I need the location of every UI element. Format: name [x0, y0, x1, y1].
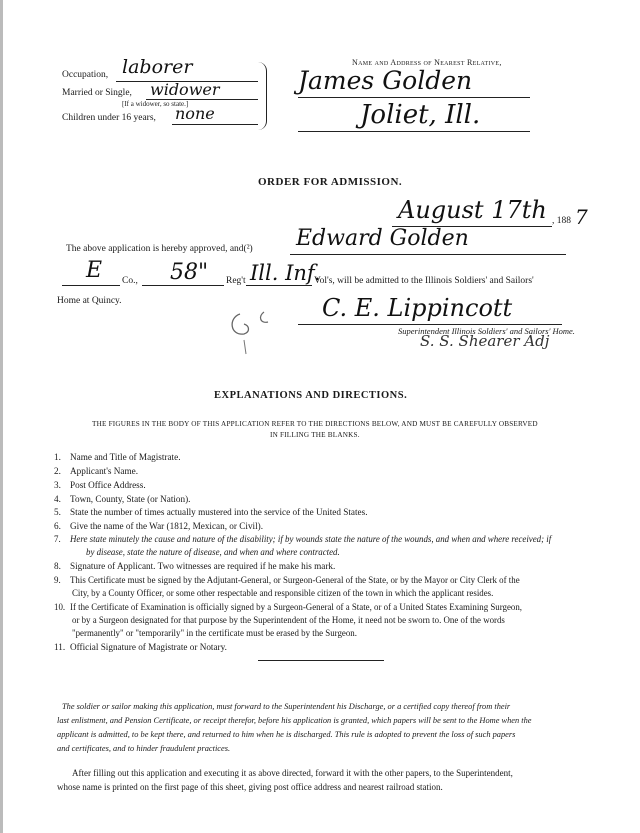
approved-text: The above application is hereby approved, and(²) — [66, 244, 253, 254]
list-item-continued: or by a Surgeon designated for that purpose by the Superintendent of the Home, it need not be sworn to. One of the words — [72, 615, 505, 625]
vols-text: Vol's, will be admitted to the Illinois Soldiers' and Sailors' — [314, 276, 534, 286]
order-heading: ORDER FOR ADMISSION. — [258, 176, 403, 188]
intro-line-1: THE FIGURES IN THE BODY OF THIS APPLICATION REFER TO THE DIRECTIONS BELOW, AND MUST BE CAREFULLY OBSERVED — [92, 420, 538, 428]
list-item: 3. Post Office Address. — [54, 480, 146, 490]
after-line-1: After filling out this application and executing it as above directed, forward it with the other papers, to the Superintendent, — [72, 768, 513, 778]
widower-note: [If a widower, so state.] — [122, 100, 189, 108]
list-item: 5. State the number of times actually mustered into the service of the United States. — [54, 507, 368, 517]
list-item-continued: City, by a County Officer, or some other respectable and responsible citizen of the town in which the applicant resides. — [72, 588, 494, 598]
superintendent-signature: C. E. Lippincott — [322, 294, 513, 322]
notice-line-4: and certificates, and to hinder fraudulent practices. — [57, 744, 231, 753]
list-item: 6. Give the name of the War (1812, Mexican, or Civil). — [54, 521, 263, 531]
list-item-continued: by disease, state the nature of disease, and when and where contracted. — [86, 547, 340, 557]
list-item: 10. If the Certificate of Examination is officially signed by a Surgeon-General of a State, or of a United States Examining Surgeon, — [54, 602, 523, 612]
married-value: widower — [150, 80, 220, 99]
applicant-line — [290, 254, 566, 255]
company-value: E — [86, 258, 103, 283]
list-item: 11. Official Signature of Magistrate or Notary. — [54, 642, 227, 652]
applicant-name: Edward Golden — [296, 226, 469, 251]
notice-line-1: The soldier or sailor making this application, must forward to the Superintendent his Discharge, or a certified copy thereof from their — [62, 702, 511, 711]
married-label: Married or Single, — [62, 88, 132, 98]
list-item: 2. Applicant's Name. — [54, 466, 138, 476]
explanations-heading: EXPLANATIONS AND DIRECTIONS. — [214, 390, 408, 401]
occupation-value: laborer — [122, 56, 193, 78]
occupation-label: Occupation, — [62, 70, 109, 80]
signature-note: S. S. Shearer Adj — [420, 332, 550, 350]
relative-heading: Name and Address of Nearest Relative, — [352, 58, 502, 67]
relative-address: Joliet, Ill. — [360, 100, 481, 130]
state-line — [246, 285, 312, 286]
list-item: 9. This Certificate must be signed by the Adjutant-General, or Surgeon-General of the State, or by the Mayor or City Clerk of the — [54, 575, 520, 585]
co-label: Co., — [122, 276, 138, 286]
regiment-value: 58" — [170, 260, 209, 285]
scan-edge — [0, 0, 3, 833]
list-item: 8. Signature of Applicant. Two witnesses are required if he make his mark. — [54, 561, 336, 571]
children-line — [172, 124, 258, 125]
list-item: 4. Town, County, State (or Nation). — [54, 494, 191, 504]
admission-date: August 17th — [398, 196, 547, 224]
state-value: Ill. Inf. — [250, 261, 321, 285]
company-line — [62, 285, 120, 286]
list-item: 7. Here state minutely the cause and nature of the disability; if by wounds state the nature of the wounds, and when and where received; if — [54, 534, 552, 544]
relative-address-line — [298, 131, 530, 132]
year-prefix: , 188 — [552, 216, 571, 226]
list-item-continued: "permanently" or "temporarily" in the certificate must be erased by the Surgeon. — [72, 628, 357, 638]
notice-line-3: applicant is admitted, to be kept there, and returned to him when he is discharged. This rule is adopted to prevent the loss of such papers — [57, 730, 516, 739]
superintendent-title: Superintendent Illinois Soldiers' and Sailors' Home. — [398, 326, 575, 336]
children-value: none — [175, 104, 215, 123]
signature-line — [298, 324, 562, 325]
year-suffix: 7 — [575, 205, 588, 229]
children-label: Children under 16 years, — [62, 113, 156, 123]
pencil-mark — [220, 300, 290, 360]
intro-line-2: IN FILLING THE BLANKS. — [270, 431, 360, 439]
notice-line-2: last enlistment, and Pension Certificate, or receipt therefor, before his application is granted, which papers will be sent to the Home when the — [57, 716, 532, 725]
magistrate-signature-line — [258, 660, 384, 661]
relative-name: James Golden — [298, 66, 473, 95]
regiment-line — [142, 285, 224, 286]
home-text: Home at Quincy. — [57, 296, 122, 306]
regt-label: Reg't — [226, 276, 246, 286]
header-brace — [258, 62, 267, 130]
after-line-2: whose name is printed on the first page of this sheet, giving post office address and nearest railroad station. — [57, 782, 443, 792]
list-item: 1. Name and Title of Magistrate. — [54, 452, 181, 462]
relative-name-line — [298, 97, 530, 98]
